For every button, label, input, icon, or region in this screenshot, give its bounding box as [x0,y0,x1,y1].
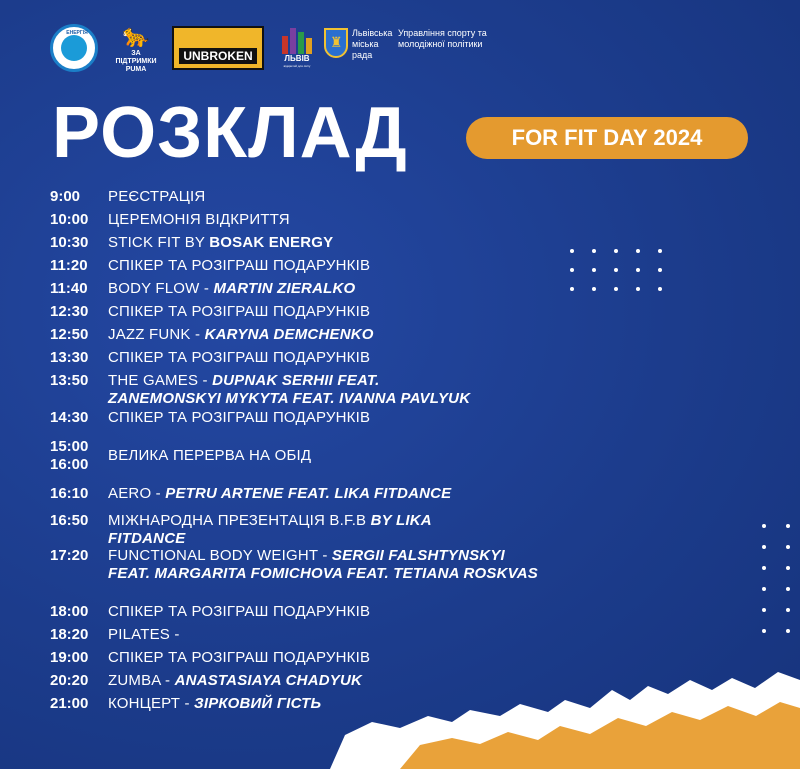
decorative-dot [614,287,618,291]
event-badge: FOR FIT DAY 2024 [466,117,748,159]
decorative-dot [786,566,790,570]
schedule-time [50,512,106,530]
schedule-activity: BODY FLOW [108,280,200,297]
energy-logo [50,24,98,72]
schedule-activity: ZUMBA [108,672,161,689]
schedule-time [50,603,106,621]
decorative-dot [762,566,766,570]
schedule-separator: - [160,672,175,689]
schedule-activity: JAZZ FUNK [108,326,191,343]
schedule-time-start: 18:00 [50,603,89,620]
decorative-dot [658,268,662,272]
decorative-dot [786,545,790,549]
schedule-time-start: 11:40 [50,280,88,297]
schedule-time [50,349,106,367]
schedule-activity: РЕЄСТРАЦІЯ [108,188,206,205]
schedule-presenter: ANASTASIAYA CHADYUK [174,672,363,689]
schedule-time-start: 12:50 [50,326,89,343]
lviv-logo [278,24,316,72]
schedule-time-start: 13:50 [50,372,89,389]
schedule-time [50,695,106,713]
schedule-description [108,372,488,408]
schedule-time-start: 18:20 [50,626,89,643]
decorative-dot [592,268,596,272]
schedule-activity: СПІКЕР ТА РОЗІГРАШ ПОДАРУНКІВ [108,303,371,320]
schedule-description [108,211,608,229]
unbroken-logo-text: UNBROKEN [179,48,256,64]
decorative-dot [570,249,574,253]
schedule-description [108,234,608,252]
schedule-presenter: BOSAK ENERGY [209,234,334,251]
schedule-time-start: 9:00 [50,188,81,205]
schedule-description [108,188,608,206]
schedule-description [108,257,608,275]
schedule-time-end: 16:00 [50,456,89,473]
schedule-presenter: ЗІРКОВИЙ ГІСТЬ [194,695,322,712]
lviv-logo-subtext: відкритий для світу [283,64,311,68]
schedule-description [108,409,608,427]
decorative-dot [786,629,790,633]
energy-logo-text: ЕНЕРГІЯ [66,30,88,36]
decorative-dot [570,268,574,272]
schedule-time-start: 19:00 [50,649,89,666]
puma-logo-text: ЗА ПІДТРИМКИ PUMA [115,50,157,73]
schedule-time [50,303,106,321]
schedule-presenter: SERGII FALSHTYNSKYI FEAT. MARGARITA FOMICHOVA FEAT. TETIANA ROSKVAS [108,547,538,582]
schedule-time [50,326,106,344]
schedule-time-start: 14:30 [50,409,89,426]
decorative-dot [658,249,662,253]
lviv-logo-text: ЛЬВІВ [284,54,310,63]
schedule-separator: - [198,372,213,389]
schedule-time [50,672,106,690]
schedule-time [50,211,106,229]
decorative-dot [786,587,790,591]
decorative-dot [592,249,596,253]
schedule-description [108,547,548,583]
decorative-dot [762,608,766,612]
schedule-activity: СПІКЕР ТА РОЗІГРАШ ПОДАРУНКІВ [108,257,371,274]
puma-logo [114,22,158,74]
decorative-dot [762,587,766,591]
schedule-time-start: 13:30 [50,349,89,366]
schedule-presenter: BY LIKA FITDANCE [108,512,432,547]
schedule-activity: СПІКЕР ТА РОЗІГРАШ ПОДАРУНКІВ [108,603,371,620]
schedule-description [108,349,608,367]
decorative-dot [636,287,640,291]
schedule-separator: - [199,280,214,297]
schedule-separator: - [151,485,166,502]
schedule-time [50,485,106,503]
schedule-presenter: MARTIN ZIERALKO [213,280,356,297]
schedule-activity: STICK FIT BY [108,234,205,251]
schedule-time-start: 11:20 [50,257,88,274]
schedule-activity: ЦЕРЕМОНІЯ ВІДКРИТТЯ [108,211,290,228]
schedule-activity: THE GAMES [108,372,199,389]
schedule-description [108,512,448,548]
schedule-time-start: 16:10 [50,485,89,502]
schedule-activity: СПІКЕР ТА РОЗІГРАШ ПОДАРУНКІВ [108,649,371,666]
schedule-description [108,485,608,503]
schedule-description [108,447,608,465]
schedule-description [108,672,608,690]
unbroken-logo [172,26,264,70]
decorative-dot [592,287,596,291]
schedule-description [108,303,608,321]
schedule-time [50,649,106,667]
schedule-presenter: PETRU ARTENE FEAT. LIKA FITDANCE [165,485,452,502]
schedule-time [50,257,106,275]
decorative-dot [658,287,662,291]
schedule-time [50,280,106,298]
schedule-time-start: 10:00 [50,211,89,228]
puma-cat-icon: 🐆 [122,23,150,48]
decorative-dot [786,608,790,612]
schedule-description [108,326,608,344]
schedule-presenter: KARYNA DEMCHENKO [204,326,374,343]
schedule-time-start: 15:00 [50,438,89,455]
city-shield-icon [324,28,348,58]
schedule-presenter: DUPNAK SERHII FEAT. ZANEMONSKYI MYKYTA FEAT. IVANNA PAVLYUK [108,372,471,407]
schedule-activity: AERO [108,485,152,502]
decorative-dot [614,249,618,253]
schedule-time [50,547,106,565]
schedule-description [108,626,608,644]
decorative-dot [636,268,640,272]
schedule-activity: ВЕЛИКА ПЕРЕРВА НА ОБІД [108,447,312,464]
schedule-activity: FUNCTIONAL BODY WEIGHT [108,547,318,564]
schedule-description [108,695,608,713]
decorative-dot [636,249,640,253]
decorative-dot [762,545,766,549]
schedule-separator: - [180,695,195,712]
page-title: РОЗКЛАД [52,93,408,173]
schedule-time [50,438,106,474]
schedule-activity: PILATES [108,626,170,643]
decorative-dot [762,524,766,528]
schedule-description [108,280,608,298]
decorative-dot [762,629,766,633]
schedule-description [108,649,608,667]
schedule-time [50,188,106,206]
schedule-time-start: 21:00 [50,695,89,712]
schedule-description [108,603,608,621]
lviv-towers-icon [278,24,316,54]
schedule-activity: КОНЦЕРТ [108,695,181,712]
schedule-separator: - [169,626,180,643]
sponsor-logos [50,22,510,74]
schedule-separator: - [190,326,205,343]
schedule-time-start: 12:30 [50,303,89,320]
schedule-time-start: 10:30 [50,234,89,251]
city-council-label: Львівська міська рада [352,28,393,60]
schedule-time [50,372,106,390]
decorative-dot [570,287,574,291]
schedule-time [50,409,106,427]
schedule-time [50,626,106,644]
schedule-activity: СПІКЕР ТА РОЗІГРАШ ПОДАРУНКІВ [108,349,371,366]
decorative-dot [786,524,790,528]
schedule-activity: МІЖНАРОДНА ПРЕЗЕНТАЦІЯ B.F.B [108,512,367,529]
schedule-separator: - [317,547,332,564]
schedule-time [50,234,106,252]
schedule-time-start: 16:50 [50,512,89,529]
schedule-activity: СПІКЕР ТА РОЗІГРАШ ПОДАРУНКІВ [108,409,371,426]
sport-department-label: Управління спорту та молодіжної політики [398,28,487,49]
schedule-time-start: 17:20 [50,547,89,564]
decorative-dot [614,268,618,272]
schedule-time-start: 20:20 [50,672,89,689]
